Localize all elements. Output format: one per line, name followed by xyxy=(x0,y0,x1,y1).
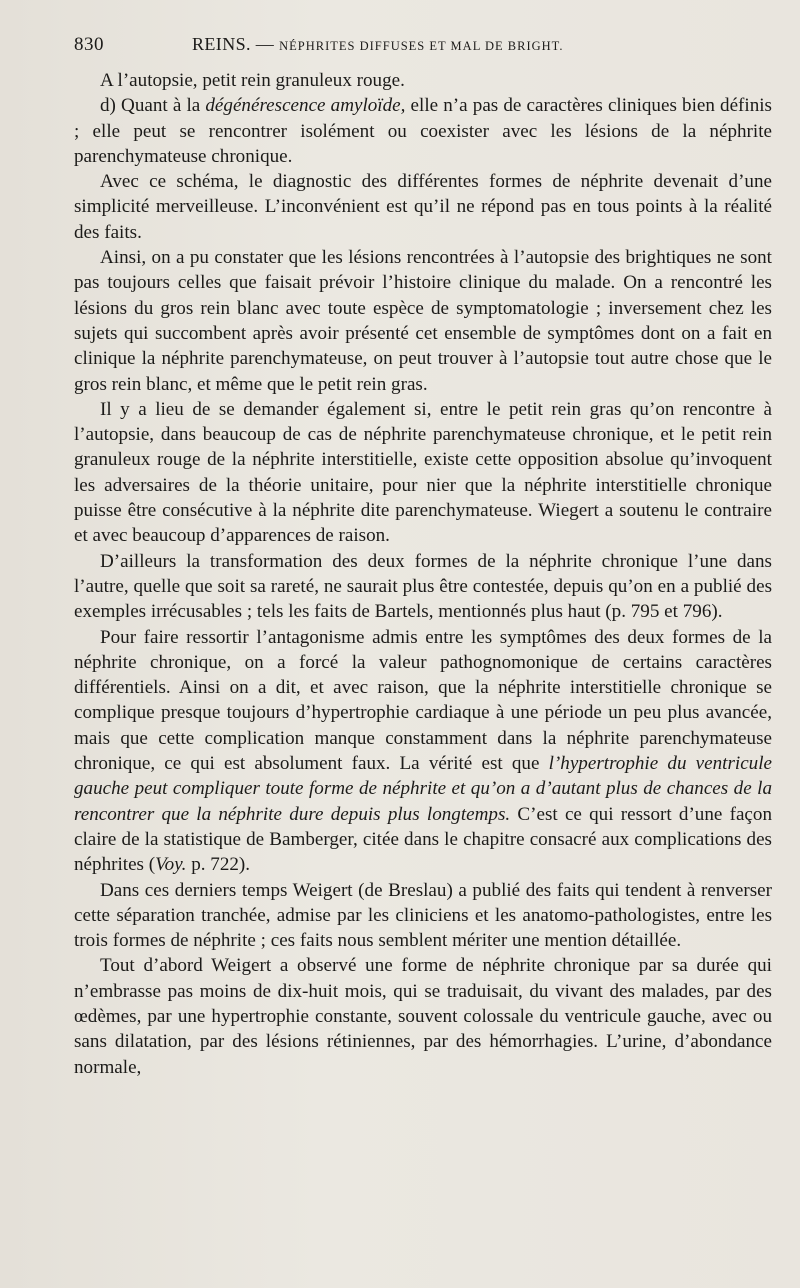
paragraph-1: A l’autopsie, petit rein granuleux rouge. xyxy=(100,70,405,91)
paragraph-7: Pour faire ressortir l’antagonisme admis entre les symptômes des deux formes de la néphrite chronique, on a forcé la valeur pathognomonique de certains caractères différentiels. Ainsi on a dit, et avec raison, que la néphrite interstitielle chronique se complique presque toujours d’hypertrophie cardiaque à une période un peu plus avancée, mais que cette complication manque constamment dans la néphrite parenchymateuse chronique, ce qui est absolument faux. La vérité est que l’hypertrophie du ventricule gauche peut compliquer toute forme de néphrite et qu’on a d’autant plus de chances de la rencontrer que la néphrite dure depuis plus longtemps. C’est ce qui ressort d’une façon claire de la statistique de Bamberger, citée dans le chapitre consacré aux complications des néphrites (Voy. p. 722). xyxy=(74,626,773,876)
paragraph-5: Il y a lieu de se demander également si, entre le petit rein gras qu’on rencontre à l’autopsie, dans beaucoup de cas de néphrite parenchymateuse chronique, et le petit rein granuleux rouge de la néphrite interstitielle, existe cette opposition absolue qu’invoquent les adversaires de la théorie unitaire, pour nier que la néphrite interstitielle chronique puisse être consécutive à la néphrite dite parenchymateuse. Wiegert a soutenu le contraire et avec beaucoup d’apparences de raison. xyxy=(74,398,772,547)
paragraph-4: Ainsi, on a pu constater que les lésions rencontrées à l’autopsie des brightiques ne sont pas toujours celles que faisait prévoir l’histoire clinique du malade. On a rencontré les lésions du gros rein blanc avec toute espèce de symptomatologie ; inversement chez les sujets qui succombent après avoir présenté cet ensemble de symptômes dont on a fait en clinique la néphrite parenchymateuse, on peut trouver à l’autopsie tout autre chose que le gros rein blanc, et même que le petit rein gras. xyxy=(74,247,772,395)
running-head-main: REINS. xyxy=(192,34,251,54)
running-head-dash: — xyxy=(250,34,280,54)
paragraph-9: Tout d’abord Weigert a observé une forme de néphrite chronique par sa durée qui n’embrasse pas moins de dix-huit mois, qui se traduisait, du vivant des malades, par des œdèmes, par une hypertrophie constante, souvent colossale du ventricule gauche, avec ou sans dilatation, par des lésions rétiniennes, par des hémorrhagies. L’urine, d’abondance normale, xyxy=(74,955,772,1078)
body-text xyxy=(74,68,772,1080)
paragraph-8: Dans ces derniers temps Weigert (de Breslau) a publié des faits qui tendent à renverser cette séparation tranchée, admise par les cliniciens et les anatomo-pathologistes, entre les trois formes de néphrite ; ces faits nous semblent mériter une mention détaillée. xyxy=(74,879,772,952)
paragraph-3: Avec ce schéma, le diagnostic des différentes formes de néphrite devenait d’une simplicité merveilleuse. L’inconvénient est qu’il ne répond pas en tous points à la réalité des faits. xyxy=(74,171,772,243)
page-number: 830 xyxy=(74,34,104,55)
paragraph-6: D’ailleurs la transformation des deux formes de la néphrite chronique l’une dans l’autre, quelle que soit sa rareté, ne saurait plus être contestée, depuis qu’on en a publié des exemples irrécusables ; tels les faits de Bartels, mentionnés plus haut (p. 795 et 796). xyxy=(74,550,772,623)
running-head xyxy=(192,34,564,55)
page-header xyxy=(74,34,772,68)
running-head-sub: NÉPHRITES DIFFUSES ET MAL DE BRIGHT. xyxy=(279,39,564,53)
paragraph-2: d) Quant à la dégénérescence amyloïde, elle n’a pas de caractères cliniques bien définis ; elle peut se rencontrer isolément ou coexister avec les lésions de la néphrite parenchymateuse chronique. xyxy=(74,95,772,167)
